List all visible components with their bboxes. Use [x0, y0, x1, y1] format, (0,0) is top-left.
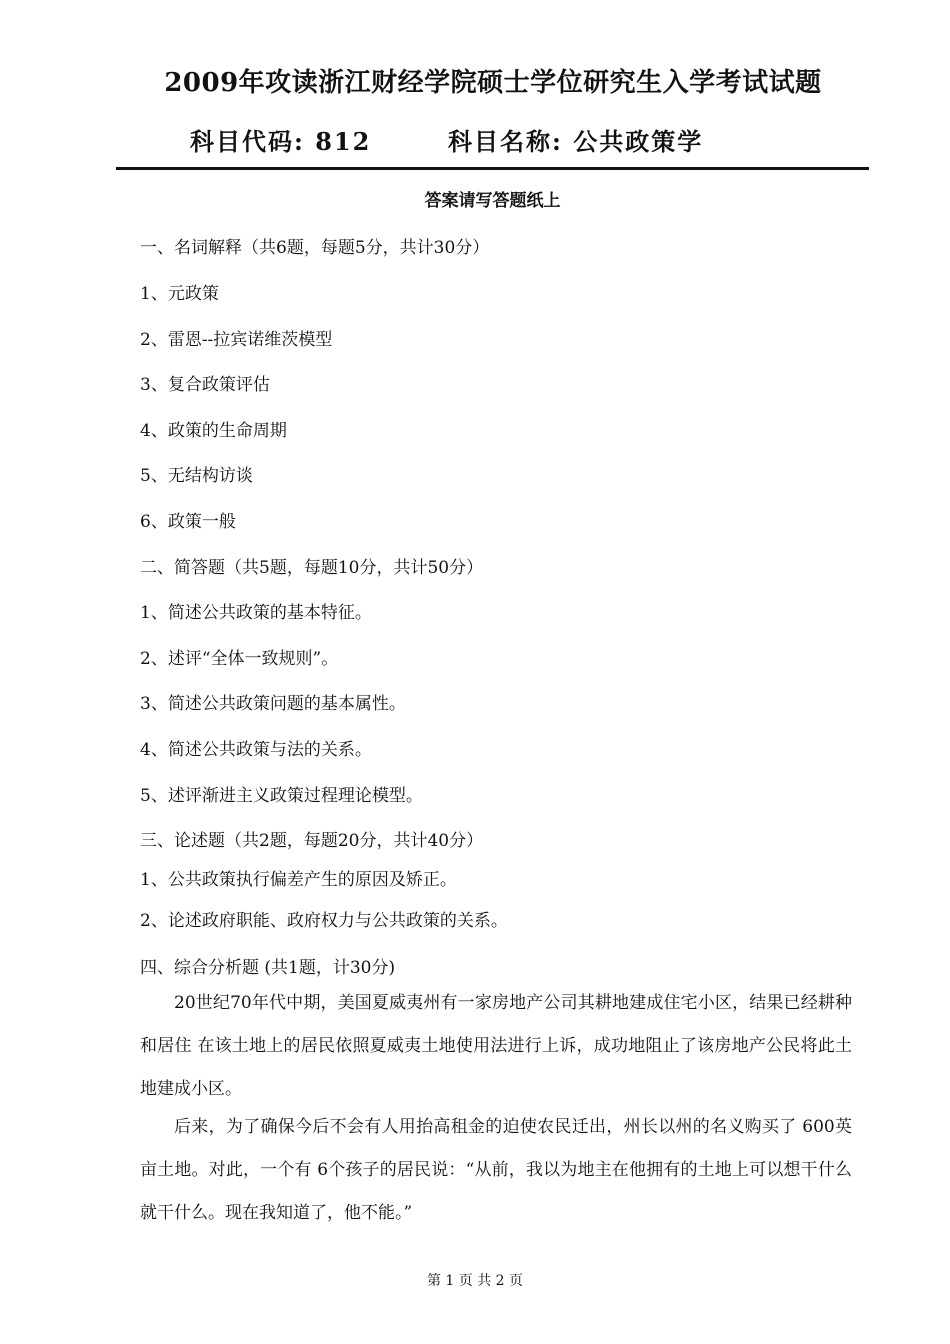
question-item: 2、述评“全体一致规则”。 [140, 649, 339, 669]
question-item: 2、雷恩--拉宾诺维茨模型 [140, 330, 333, 350]
section-heading: 四、综合分析题 (共1题，计30分) [140, 958, 396, 978]
question-item: 5、无结构访谈 [140, 466, 253, 486]
subject-name: 科目名称: 公共政策学 [448, 127, 704, 156]
question-item: 1、元政策 [140, 284, 219, 304]
question-item: 3、复合政策评估 [140, 375, 270, 395]
answer-notice: 答案请写答题纸上 [424, 191, 561, 211]
case-paragraph: 20世纪70年代中期，美国夏威夷州有一家房地产公司其耕地建成住宅小区，结果已经耕种和居住 在该土地上的居民依照夏威夷土地使用法进行上诉，成功地阻止了该房地产公民将此土地建成小区。 [140, 993, 852, 1099]
question-item: 4、简述公共政策与法的关系。 [140, 740, 372, 760]
page-footer: 第 1 页 共 2 页 [426, 1273, 524, 1289]
section-heading: 一、名词解释（共6题，每题5分，共计30分） [140, 238, 490, 258]
question-item: 3、简述公共政策问题的基本属性。 [140, 694, 406, 714]
subject-code: 科目代码: 812 [190, 127, 372, 156]
question-item: 6、政策一般 [140, 512, 236, 532]
section-heading: 二、简答题（共5题，每题10分，共计50分） [140, 558, 484, 578]
case-paragraph: 后来，为了确保今后不会有人用抬高租金的迫使农民迁出，州长以州的名义购买了 600英亩土地。对此，一个有 6个孩子的居民说：“从前，我以为地主在他拥有的土地上可以想干什么就干什么。现在我知道了，他不能。” [140, 1117, 852, 1223]
question-item: 1、公共政策执行偏差产生的原因及矫正。 [140, 870, 457, 890]
header-divider [116, 167, 869, 170]
question-item: 5、述评渐进主义政策过程理论模型。 [140, 786, 423, 806]
section-heading: 三、论述题（共2题，每题20分，共计40分） [140, 831, 484, 851]
question-item: 2、论述政府职能、政府权力与公共政策的关系。 [140, 911, 508, 931]
exam-title: 2009年攻读浙江财经学院硕士学位研究生入学考试试题 [164, 68, 822, 98]
question-item: 4、政策的生命周期 [140, 421, 287, 441]
question-item: 1、简述公共政策的基本特征。 [140, 603, 372, 623]
